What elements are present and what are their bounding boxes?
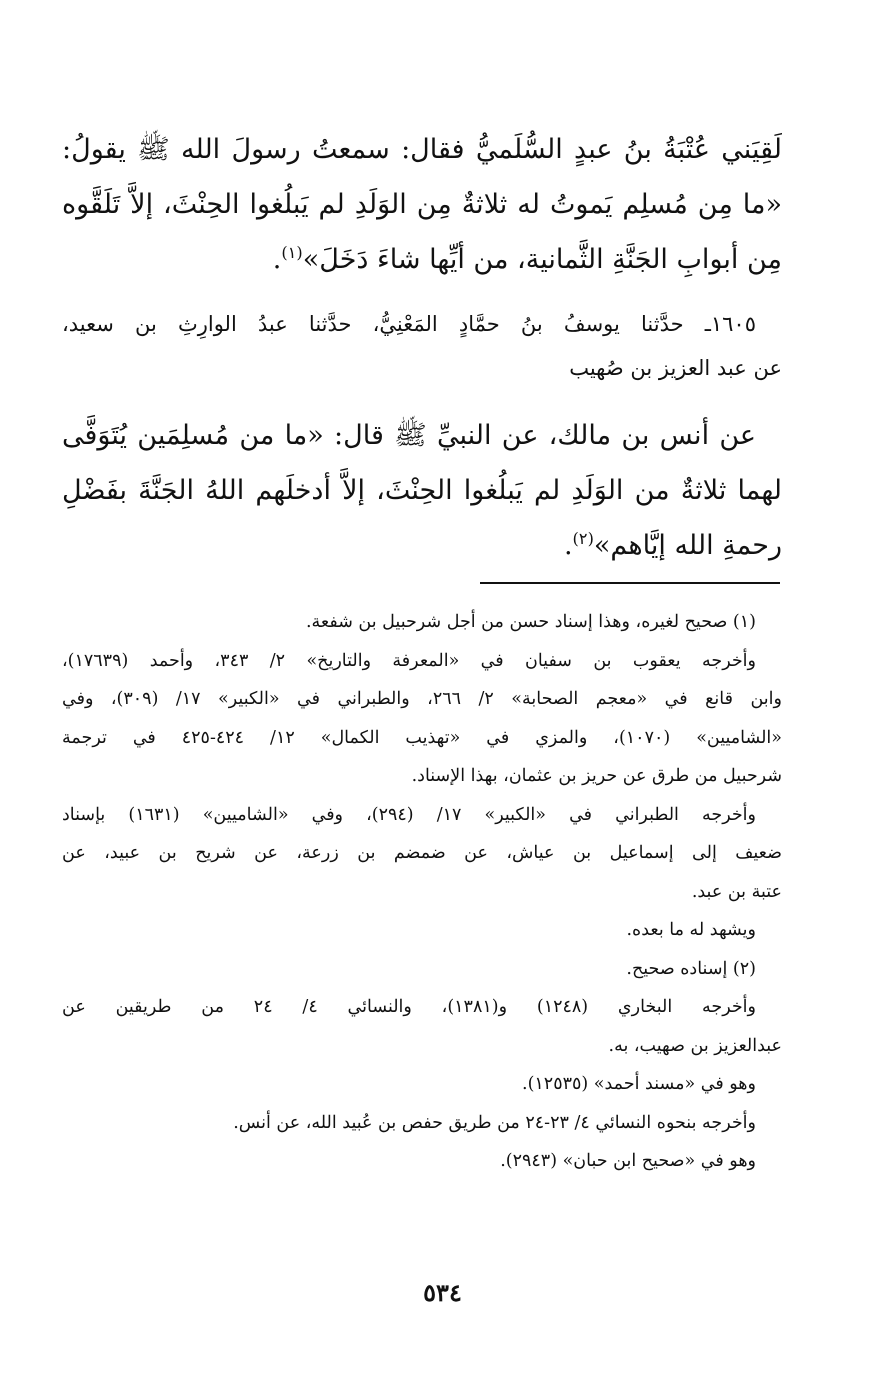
hadith-line <box>62 232 782 287</box>
hadith-continuation <box>62 122 782 287</box>
hadith-line-text: رحمةِ الله إيَّاهم» <box>593 530 782 561</box>
footnote-line: وأخرجه الطبراني في «الكبير» ١٧/ (٢٩٤)، وفي «الشاميين» (١٦٣١) بإسناد <box>62 804 756 825</box>
footnote-line: وأخرجه بنحوه النسائي ٤/ ٢٣-٢٤ من طريق حفص بن عُبيد الله، عن أنس. <box>233 1112 756 1133</box>
footnotes <box>62 603 782 1181</box>
footnote-line: (١) صحيح لغيره، وهذا إسناد حسن من أجل شرحبيل بن شفعة. <box>305 612 756 632</box>
footnote-line: ضعيف إلى إسماعيل بن عياش، عن ضمضم بن زرعة، عن شريح بن عبيد، عن <box>62 843 782 863</box>
footnote-line: وأخرجه البخاري (١٢٤٨) و(١٣٨١)، والنسائي ٤/ ٢٤ من طريقين عن <box>62 997 756 1017</box>
page-number: ٥٣٤ <box>423 1278 462 1307</box>
hadith-line: لهما ثلاثةٌ من الوَلَدِ لم يَبلُغوا الحِنْثَ، إلاَّ أدخلَهم اللهُ الجَنَّةَ بفَضْلِ <box>62 475 782 506</box>
footnote-line: وهو في «صحيح ابن حبان» (٢٩٤٣). <box>500 1151 756 1171</box>
footnote-line: ويشهد له ما بعده. <box>626 920 756 940</box>
line-end-punctuation: . <box>272 244 282 275</box>
hadith-line <box>62 518 782 573</box>
footnote-divider <box>480 582 780 584</box>
hadith-line: عن أنس بن مالك، عن النبيِّ ﷺ قال: «ما من مُسلِمَين يُتَوَفَّى <box>62 420 756 451</box>
chain-line: ١٦٠٥ـ حدَّثنا يوسفُ بنُ حمَّادٍ المَعْنِيُّ، حدَّثنا عبدُ الوارِثِ بن سعيد، <box>62 312 756 336</box>
footnote-line: شرحبيل من طرق عن حريز بن عثمان، بهذا الإسناد. <box>411 766 782 786</box>
footnote-marker: (٢) <box>572 529 594 548</box>
hadith-line: لَقِيَني عُتْبَةُ بنُ عبدٍ السُّلَميُّ فقال: سمعتُ رسولَ الله ﷺ يقولُ: <box>62 134 782 165</box>
footnote-line: وأخرجه يعقوب بن سفيان في «المعرفة والتاريخ» ٢/ ٣٤٣، وأحمد (١٧٦٣٩)، <box>62 650 756 671</box>
footnote-marker: (١) <box>281 243 303 262</box>
chain-line: عن عبد العزيز بن صُهيب <box>569 356 782 380</box>
footnote-line: «الشاميين» (١٠٧٠)، والمزي في «تهذيب الكمال» ١٢/ ٤٢٤-٤٢٥ في ترجمة <box>62 727 782 748</box>
footnote-line: عتبة بن عبد. <box>691 881 782 902</box>
line-end-punctuation: . <box>563 530 573 561</box>
footnote-line: (٢) إسناده صحيح. <box>626 958 756 979</box>
footnote-line: وابن قانع في «معجم الصحابة» ٢/ ٢٦٦، والطبراني في «الكبير» ١٧/ (٣٠٩)، وفي <box>62 689 782 709</box>
footnote-line: عبدالعزيز بن صهيب، به. <box>608 1035 782 1056</box>
hadith-1605-text <box>62 408 782 573</box>
hadith-line: «ما مِن مُسلِم يَموتُ له ثلاثةٌ مِن الوَلَدِ لم يَبلُغوا الحِنْثَ، إلاَّ تَلَقَّوه <box>62 189 782 220</box>
hadith-1605-chain <box>62 302 782 390</box>
footnote-line: وهو في «مسند أحمد» (١٢٥٣٥). <box>522 1074 756 1094</box>
hadith-line-text: مِن أبوابِ الجَنَّةِ الثَّمانية، من أيِّها شاءَ دَخَلَ» <box>302 244 782 275</box>
